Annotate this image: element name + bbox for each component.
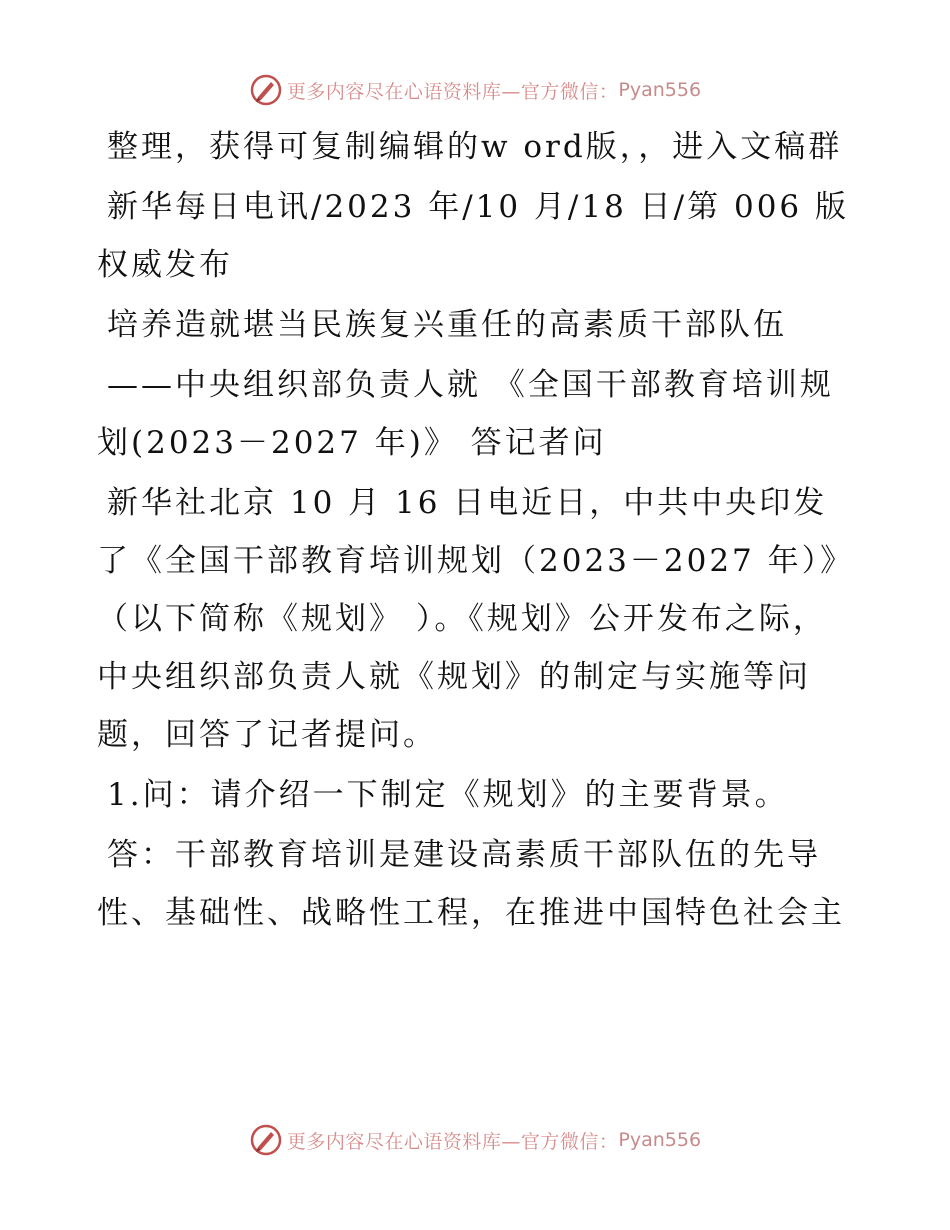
document-body (97, 118, 857, 944)
banner-text: 更多内容尽在心语资料库—官方微信： (286, 80, 619, 103)
paragraph-intro: 整理，获得可复制编辑的w ord版，，进入文稿群 (107, 129, 843, 165)
article-subtitle: ——中央组织部负责人就 《全国干部教育培训规划(2023－2027 年)》 答记者问 (97, 367, 834, 461)
paragraph-lead: 新华社北京 10 月 16 日电近日，中共中央印发了《全国干部教育培训规划（2023－2027 年）》（以下简称《规划》 ）。《规划》公开发布之际，中央组织部负责人就《规划》的制定与实施等问题，回答了记者提问。 (97, 485, 855, 753)
header-watermark-banner (0, 70, 950, 110)
article-title: 培养造就堪当民族复兴重任的高素质干部队伍 (107, 307, 787, 343)
footer-watermark-banner (0, 1120, 950, 1160)
paragraph-source: 新华每日电讯/2023 年/10 月/18 日/第 006 版权威发布 (97, 189, 850, 283)
banner-wechat-id: Pyan556 (618, 1129, 702, 1151)
pen-logo-icon (249, 73, 283, 107)
banner-wechat-id: Pyan556 (618, 79, 702, 101)
banner-text: 更多内容尽在心语资料库—官方微信： (286, 1130, 619, 1153)
paragraph-answer-1: 答：干部教育培训是建设高素质干部队伍的先导性、基础性、战略性工程，在推进中国特色社会主 (97, 837, 845, 931)
paragraph-question-1: 1.问：请介绍一下制定《规划》的主要背景。 (107, 777, 789, 813)
pen-logo-icon (249, 1123, 283, 1157)
